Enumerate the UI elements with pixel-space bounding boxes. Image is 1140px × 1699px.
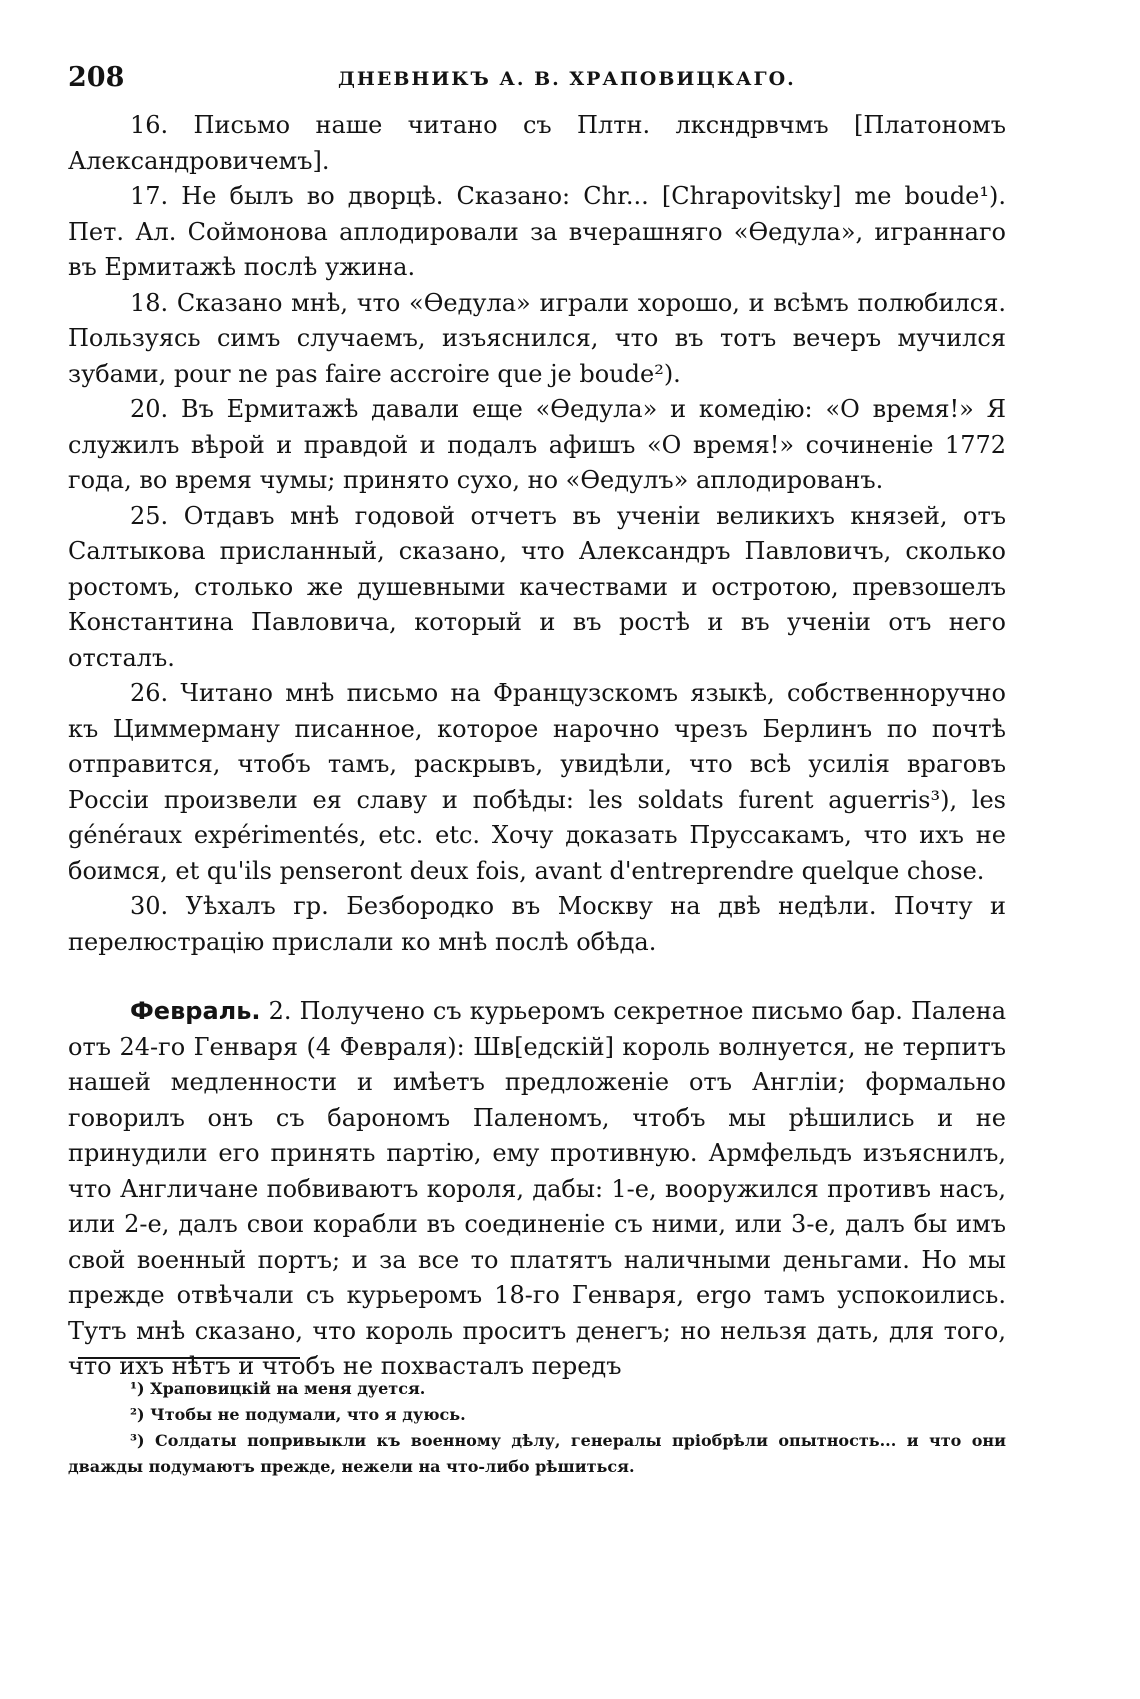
footnote-1: ¹) Храповицкій на меня дуется. <box>130 1379 426 1398</box>
body-text <box>68 108 1006 1385</box>
entry-20: 20. Въ Ермитажѣ давали еще «Ѳедула» и комедію: «О время!» Я служилъ вѣрой и правдой и подалъ афишъ «О время!» сочиненіе 1772 года, во время чумы; принято сухо, но «Ѳедулъ» аплодированъ. <box>68 395 1006 494</box>
footnote-3: ³) Солдаты попривыкли къ военному дѣлу, генералы пріобрѣли опытность... и что они дважды подумаютъ прежде, нежели на что-либо рѣшиться. <box>68 1431 1006 1476</box>
entry-26: 26. Читано мнѣ письмо на Французскомъ языкѣ, собственноручно къ Циммерману писанное, которое нарочно чрезъ Берлинъ по почтѣ отправится, чтобъ тамъ, раскрывъ, увидѣли, что всѣ усилія враговъ Россіи произвели ея славу и побѣды: les soldats furent aguerris³), les généraux expérimentés, etc. etc. Хочу доказать Пруссакамъ, что ихъ не боимся, et qu'ils penseront deux fois, avant d'entreprendre quelque chose. <box>68 679 1006 885</box>
entry-17: 17. Не былъ во дворцѣ. Сказано: Chr... [Chrapovitsky] me boude¹). Пет. Ал. Соймонова аплодировали за вчерашняго «Ѳедула», играннаго въ Ермитажѣ послѣ ужина. <box>68 182 1006 281</box>
entry-25: 25. Отдавъ мнѣ годовой отчетъ въ ученіи великихъ князей, отъ Салтыкова присланный, сказано, что Александръ Павловичъ, сколько ростомъ, столько же душевными качествами и остротою, превзошелъ Константина Павловича, который и въ ростѣ и въ ученіи отъ него отсталъ. <box>68 501 1006 672</box>
entry-february-2 <box>68 994 1006 1385</box>
entry-16: 16. Письмо наше читано съ Плтн. лксндрвчмъ [Платономъ Александровичемъ]. <box>68 111 1006 175</box>
page-number: 208 <box>68 62 125 93</box>
page-header <box>68 62 1008 102</box>
entry-30: 30. Уѣхалъ гр. Безбородко въ Москву на двѣ недѣли. Почту и перелюстрацію прислали ко мнѣ послѣ обѣда. <box>68 892 1006 956</box>
running-title: ДНЕВНИКЪ А. В. ХРАПОВИЦКАГО. <box>338 68 796 90</box>
footnotes <box>68 1376 1006 1480</box>
month-heading: Февраль. <box>130 997 261 1025</box>
footnote-2: ²) Чтобы не подумали, что я дуюсь. <box>130 1405 466 1424</box>
entry-18: 18. Сказано мнѣ, что «Ѳедула» играли хорошо, и всѣмъ полюбился. Пользуясь симъ случаемъ, изъяснился, что въ тотъ вечеръ мучился зубами, pour ne pas faire accroire que je boude²). <box>68 288 1006 388</box>
entry-february-text: 2. Получено съ курьеромъ секретное письмо бар. Палена отъ 24-го Генваря (4 Февраля): Шв[едскій] король волнуется, не терпитъ нашей медленности и имѣетъ предложеніе отъ Англіи; формально говорилъ онъ съ барономъ Паленомъ, чтобъ мы рѣшились и не принудили его принять партію, ему противную. Армфельдъ изъяснилъ, что Англичане побвиваютъ короля, дабы: 1-е, вооружился противъ насъ, или 2-е, далъ свои корабли въ соединеніе съ ними, или 3-е, далъ бы имъ свой военный портъ; и за все то платятъ наличными деньгами. Но мы прежде отвѣчали съ курьеромъ 18-го Генваря, ergo тамъ успокоились. Тутъ мнѣ сказано, что король проситъ денегъ; но нельзя дать, для того, что ихъ нѣтъ и чтобъ не похвасталъ передъ <box>68 997 1006 1380</box>
footnote-divider <box>78 1357 300 1359</box>
